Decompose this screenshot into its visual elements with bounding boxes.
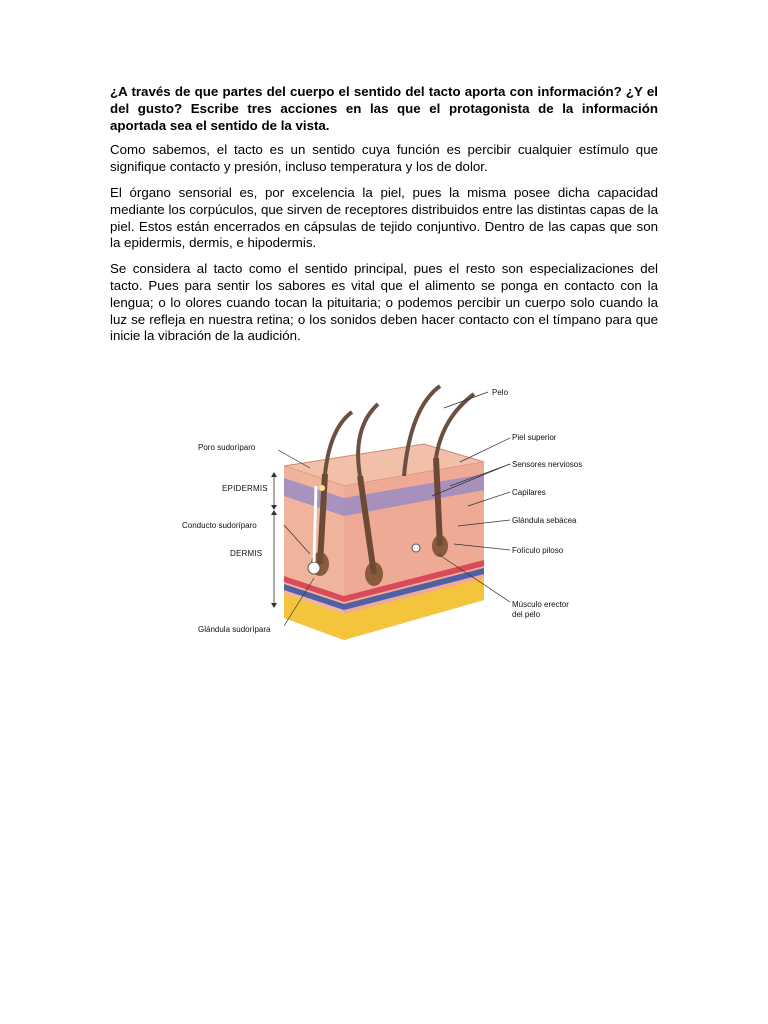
label-epidermis: EPIDERMIS — [222, 484, 268, 493]
label-foliculo: Folículo piloso — [512, 546, 564, 555]
label-musculo-1: Músculo erector — [512, 600, 569, 609]
sweat-duct — [314, 486, 316, 562]
label-dermis: DERMIS — [230, 549, 263, 558]
text-body — [110, 84, 658, 354]
nerve-sensor — [412, 544, 420, 552]
skin-diagram-svg — [182, 378, 592, 648]
sweat-gland — [308, 562, 320, 574]
sweat-pore — [319, 485, 325, 491]
label-poro: Poro sudoríparo — [198, 443, 256, 452]
paragraph-3: Se considera al tacto como el sentido principal, pues el resto son especializaciones del tacto. Pues para sentir los sabores es vital que el alimento se ponga en contacto con la lengua; o lo olores cuando tocan la pituitaria; o podemos percibir un cuerpo solo cuando la luz se refleja en nuestra retina; o los sonidos deben hacer contacto con el tímpano para que inicie la vibración de la audición. — [110, 261, 658, 344]
question-heading: ¿A través de que partes del cuerpo el sentido del tacto aporta con información? ¿Y el del gusto? Escribe tres acciones en las que el protagonista de la información aportada sea el sentido de la vista. — [110, 84, 658, 133]
hair-4 — [436, 394, 474, 458]
skin-diagram — [182, 378, 592, 648]
label-capilares: Capilares — [512, 488, 546, 497]
label-glandula-sebacea: Glándula sebácea — [512, 516, 577, 525]
paragraph-2: El órgano sensorial es, por excelencia la piel, pues la misma posee dicha capacidad mediante los corpúculos, que sirven de receptores distribuidos entre las distintas capas de la piel. Estos están encerrados en cápsulas de tejido conjuntivo. Dentro de las capas que son la epidermis, dermis, e hipodermis. — [110, 184, 658, 251]
paragraph-1: Como sabemos, el tacto es un sentido cuya función es percibir cualquier estímulo que signifique contacto y presión, incluso temperatura y los de dolor. — [110, 142, 658, 175]
label-glandula-sudoripara: Glándula sudorípara — [198, 625, 271, 634]
label-sensores: Sensores nerviosos — [512, 460, 583, 469]
label-musculo-2: del pelo — [512, 610, 541, 619]
label-conducto: Conducto sudoríparo — [182, 521, 257, 530]
hair-shaft-3 — [436, 458, 440, 546]
label-piel-superior: Piel superior — [512, 433, 557, 442]
label-pelo: Pelo — [492, 388, 509, 397]
